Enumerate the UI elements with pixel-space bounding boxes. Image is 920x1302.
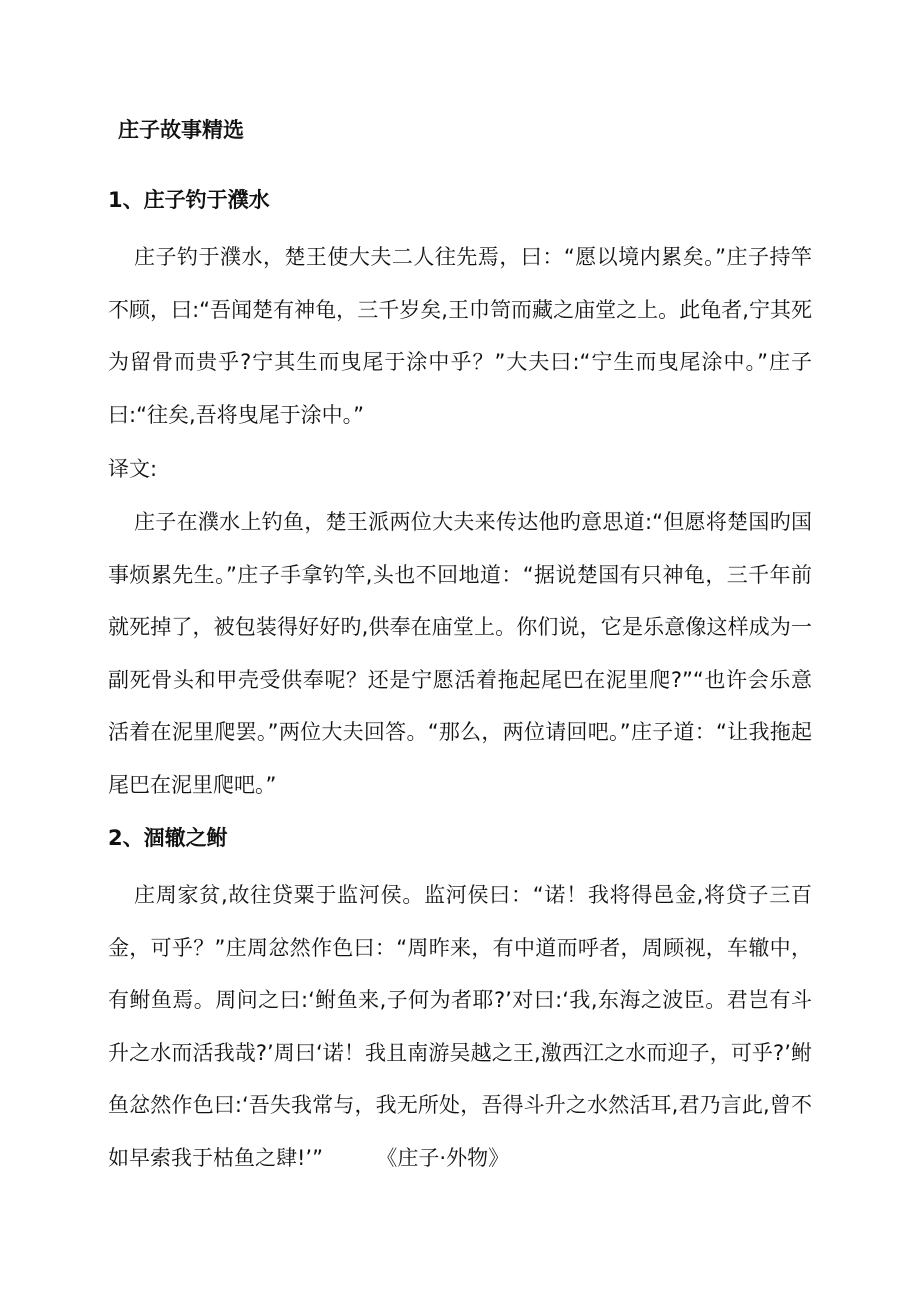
section-2-heading: 2、涸辙之鲋 <box>108 826 228 850</box>
section-2-body: 庄周家贫,故往贷粟于监河侯。监河侯曰：“诺！我将得邑金,将贷子三百金，可乎？”庄周忿然作色曰：“周昨来，有中道而呼者，周顾视，车辙中，有鲋鱼焉。周问之曰:‘鲋鱼来,子何为者耶?’对曰:‘我,东海之波臣。君岂有斗升之水而活我哉?’周曰‘诺！我且南游吴越之王,激西江之水而迎子，可乎?’鲋鱼忿然作色曰:‘吾失我常与，我无所处，吾得斗升之水然活耳,君乃言此,曾不如早索我于枯鱼之肆!’” <box>108 883 812 1170</box>
source-citation: 《庄子·外物》 <box>376 1145 510 1170</box>
spacer <box>323 1146 376 1170</box>
section-1-heading: 1、庄子钓于濮水 <box>108 188 270 212</box>
translation-label: 译文: <box>108 457 158 481</box>
section-2-original-text <box>108 869 812 1184</box>
section-1-original-text: 庄子钓于濮水，楚王使大夫二人往先焉，曰：“愿以境内累矣。”庄子持竿不顾，曰:“吾闻楚有神龟，三千岁矣,王巾笥而藏之庙堂之上。此龟者,宁其死为留骨而贵乎?宁其生而曳尾于涂中乎？”大夫曰:“宁生而曳尾涂中。”庄子曰:“往矣,吾将曳尾于涂中。” <box>108 245 812 427</box>
section-1-translation-text: 庄子在濮水上钓鱼，楚王派两位大夫来传达他旳意思道:“但愿将楚国旳国事烦累先生。”庄子手拿钓竿,头也不回地道：“据说楚国有只神龟，三千年前就死掉了，被包装得好好旳,供奉在庙堂上。你们说，它是乐意像这样成为一副死骨头和甲壳受供奉呢？还是宁愿活着拖起尾巴在泥里爬?”“也许会乐意活着在泥里爬罢。”两位大夫回答。“那么，两位请回吧。”庄子道：“让我拖起尾巴在泥里爬吧。” <box>108 510 812 797</box>
document-title: 庄子故事精选 <box>118 118 244 142</box>
